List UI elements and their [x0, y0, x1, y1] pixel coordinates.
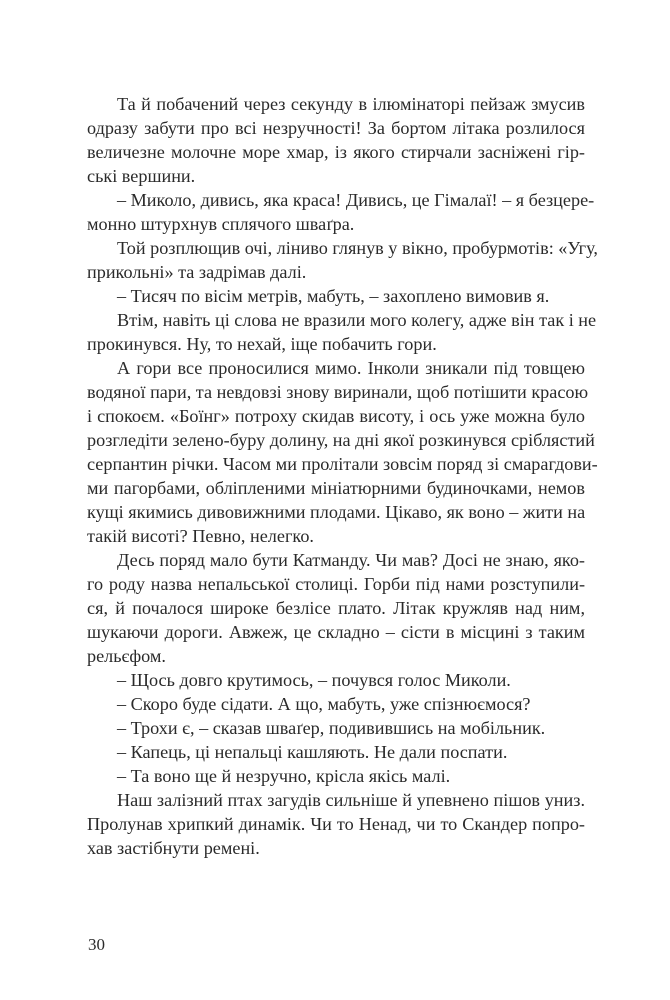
- text-line: Той розплющив очі, ліниво глянув у вікно, пробурмотів: «Угу,: [117, 238, 598, 259]
- paragraph: [87, 308, 597, 356]
- paragraph: [87, 740, 585, 764]
- paragraph: [87, 284, 585, 308]
- paragraph: [87, 788, 585, 860]
- paragraph: [87, 188, 595, 236]
- text-line: розгледіти зелено-буру долину, на дні якої розкинувся сріблястий: [87, 430, 595, 451]
- text-line: – Миколо, дивись, яка краса! Дивись, це Гімалаї! – я безцере-: [117, 190, 595, 211]
- paragraph: [87, 716, 585, 740]
- text-line: – Та воно ще й незручно, крісла якісь малі.: [117, 766, 451, 787]
- text-line: ся, й почалося широке безлісе плато. Літак кружляв над ним,: [87, 598, 585, 619]
- text-line: хав застібнути ремені.: [87, 838, 260, 859]
- text-line: такій висоті? Певно, нелегко.: [87, 526, 314, 547]
- text-line: Пролунав хрипкий динамік. Чи то Ненад, чи то Скандер попро-: [87, 814, 585, 835]
- text-line: прокинувся. Ну, то нехай, іще побачить гори.: [87, 334, 437, 355]
- body-text: [87, 92, 598, 861]
- text-line: – Скоро буде сідати. А що, мабуть, уже спізнюємося?: [117, 694, 531, 715]
- text-line: – Тисяч по вісім метрів, мабуть, – захоплено вимовив я.: [117, 286, 550, 307]
- text-line: водяної пари, та невдовзі знову виринали, щоб потішити красою: [87, 382, 589, 403]
- text-line: рельєфом.: [87, 646, 166, 667]
- text-line: монно штурхнув сплячого шваґра.: [87, 214, 355, 235]
- text-line: кущі якимись дивовижними плодами. Цікаво, як воно – жити на: [87, 502, 586, 523]
- paragraph: [87, 668, 585, 692]
- text-line: прикольні» та задрімав далі.: [87, 262, 307, 283]
- paragraph: [87, 548, 585, 668]
- text-line: одразу забути про всі незручності! За бортом літака розлилося: [87, 118, 585, 139]
- text-line: го роду назва непальської столиці. Горби під нами розступили-: [87, 574, 585, 595]
- text-line: ми пагорбами, обліпленими мініатюрними будиночками, немов: [87, 478, 585, 499]
- text-line: – Щось довго крутимось, – почувся голос Миколи.: [117, 670, 511, 691]
- text-line: серпантин річки. Часом ми пролітали зовсім поряд зі смарагдови-: [87, 454, 598, 475]
- page-number: 30: [88, 935, 105, 954]
- paragraph: [87, 236, 598, 284]
- text-line: ські вершини.: [87, 166, 196, 187]
- paragraph: [87, 692, 585, 716]
- text-line: і спокоєм. «Боїнг» потроху скидав висоту, і ось уже можна було: [87, 406, 585, 427]
- paragraph: [87, 356, 598, 548]
- paragraph: [87, 764, 585, 788]
- text-line: Наш залізний птах загудів сильніше й упевнено пішов униз.: [117, 790, 585, 811]
- text-line: величезне молочне море хмар, із якого стирчали засніжені гір-: [87, 142, 585, 163]
- text-line: Втім, навіть ці слова не вразили мого колегу, адже він так і не: [117, 310, 597, 331]
- text-line: А гори все проносилися мимо. Інколи зникали під товщею: [117, 358, 585, 379]
- text-line: Десь поряд мало бути Катманду. Чи мав? Досі не знаю, яко-: [117, 550, 585, 571]
- text-line: – Капець, ці непальці кашляють. Не дали поспати.: [117, 742, 508, 763]
- text-line: Та й побачений через секунду в ілюмінаторі пейзаж змусив: [117, 94, 585, 114]
- text-line: шукаючи дороги. Авжеж, це складно – сісти в місцині з таким: [87, 622, 585, 643]
- paragraph: [87, 92, 585, 188]
- text-line: – Трохи є, – сказав шваґер, подивившись на мобільник.: [117, 718, 546, 739]
